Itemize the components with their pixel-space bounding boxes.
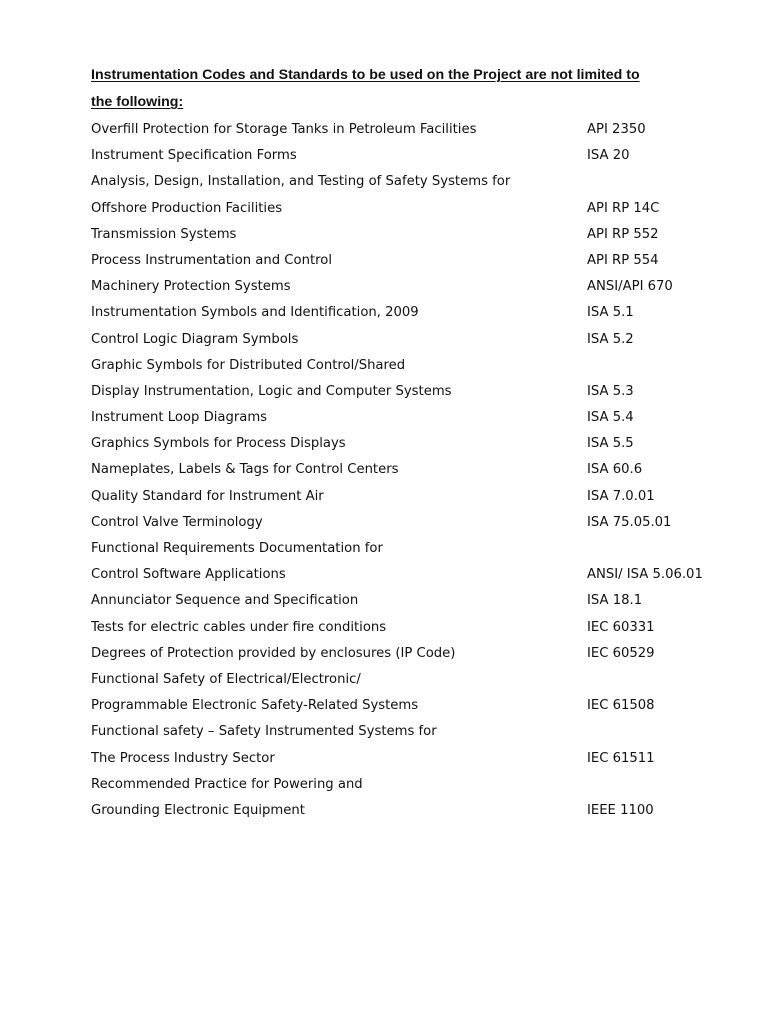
- standard-row: [91, 327, 731, 353]
- heading-line-1: Instrumentation Codes and Standards to be used on the Project are not limited to: [91, 67, 640, 83]
- standard-row: [91, 196, 731, 222]
- standard-row: [91, 431, 731, 457]
- standard-title: Functional Safety of Electrical/Electronic/: [91, 671, 361, 687]
- standard-row: [91, 169, 731, 195]
- standard-code: API RP 552: [587, 226, 659, 242]
- standard-code: ISA 75.05.01: [587, 514, 672, 530]
- standard-title: Degrees of Protection provided by enclosures (IP Code): [91, 645, 456, 661]
- standard-code: ISA 5.5: [587, 436, 634, 452]
- standard-row: [91, 562, 731, 588]
- standard-title: Quality Standard for Instrument Air: [91, 488, 324, 504]
- standard-code: ISA 5.3: [587, 383, 634, 399]
- standard-code: ISA 20: [587, 148, 630, 164]
- standard-row: [91, 300, 731, 326]
- standard-code: IEC 60529: [587, 645, 655, 661]
- standard-row: [91, 379, 731, 405]
- standard-row: [91, 143, 731, 169]
- standards-list: [91, 117, 731, 824]
- standard-row: [91, 772, 731, 798]
- standard-title: Instrument Specification Forms: [91, 148, 297, 164]
- standard-row: [91, 746, 731, 772]
- standard-code: ISA 7.0.01: [587, 488, 655, 504]
- standard-code: ISA 18.1: [587, 593, 643, 609]
- standard-code: ISA 5.1: [587, 305, 634, 321]
- standard-row: [91, 641, 731, 667]
- standard-title: Overfill Protection for Storage Tanks in Petroleum Facilities: [91, 122, 477, 137]
- standard-row: [91, 353, 731, 379]
- standard-code: ISA 5.2: [587, 331, 634, 347]
- standard-title: Functional safety – Safety Instrumented Systems for: [91, 724, 437, 740]
- standard-row: [91, 484, 731, 510]
- standard-code: IEC 61511: [587, 750, 655, 766]
- standard-code: ISA 60.6: [587, 462, 643, 478]
- standard-title: Annunciator Sequence and Specification: [91, 593, 359, 609]
- standard-row: [91, 798, 731, 824]
- standard-title: Display Instrumentation, Logic and Computer Systems: [91, 383, 452, 399]
- standard-row: [91, 457, 731, 483]
- standard-title: Process Instrumentation and Control: [91, 252, 332, 268]
- standard-title: Instrument Loop Diagrams: [91, 410, 268, 426]
- standard-title: Control Valve Terminology: [91, 514, 263, 530]
- standard-row: [91, 405, 731, 431]
- standard-title: Transmission Systems: [91, 226, 237, 242]
- standard-title: Machinery Protection Systems: [91, 279, 291, 295]
- standard-row: [91, 117, 731, 143]
- standard-title: Nameplates, Labels & Tags for Control Centers: [91, 462, 399, 478]
- standard-row: [91, 248, 731, 274]
- standard-title: Recommended Practice for Powering and: [91, 776, 363, 792]
- standard-code: ANSI/ ISA 5.06.01: [587, 567, 703, 583]
- standard-row: [91, 719, 731, 745]
- standard-row: [91, 693, 731, 719]
- heading-line-2: the following:: [91, 94, 184, 110]
- standard-row: [91, 615, 731, 641]
- standard-row: [91, 274, 731, 300]
- standard-row: [91, 510, 731, 536]
- standard-title: Graphic Symbols for Distributed Control/Shared: [91, 357, 406, 373]
- standard-title: Instrumentation Symbols and Identification, 2009: [91, 305, 419, 321]
- standard-title: Offshore Production Facilities: [91, 200, 283, 216]
- standard-title: The Process Industry Sector: [91, 750, 275, 766]
- standard-title: Control Software Applications: [91, 567, 286, 583]
- standard-title: Programmable Electronic Safety-Related Systems: [91, 698, 419, 714]
- standard-row: [91, 588, 731, 614]
- standard-code: API 2350: [587, 122, 646, 137]
- standard-row: [91, 667, 731, 693]
- document-heading: [91, 62, 691, 116]
- standard-title: Graphics Symbols for Process Displays: [91, 436, 346, 452]
- standard-code: IEC 61508: [587, 698, 655, 714]
- standard-code: API RP 14C: [587, 200, 660, 216]
- standard-code: ANSI/API 670: [587, 279, 673, 295]
- standard-code: ISA 5.4: [587, 410, 634, 426]
- standard-code: API RP 554: [587, 252, 659, 268]
- standard-row: [91, 536, 731, 562]
- standard-title: Grounding Electronic Equipment: [91, 802, 305, 818]
- standard-title: Tests for electric cables under fire conditions: [91, 619, 387, 635]
- standard-row: [91, 222, 731, 248]
- standard-code: IEC 60331: [587, 619, 655, 635]
- standard-title: Control Logic Diagram Symbols: [91, 331, 299, 347]
- standard-code: IEEE 1100: [587, 802, 654, 818]
- standard-title: Analysis, Design, Installation, and Testing of Safety Systems for: [91, 174, 511, 190]
- standard-title: Functional Requirements Documentation for: [91, 541, 383, 556]
